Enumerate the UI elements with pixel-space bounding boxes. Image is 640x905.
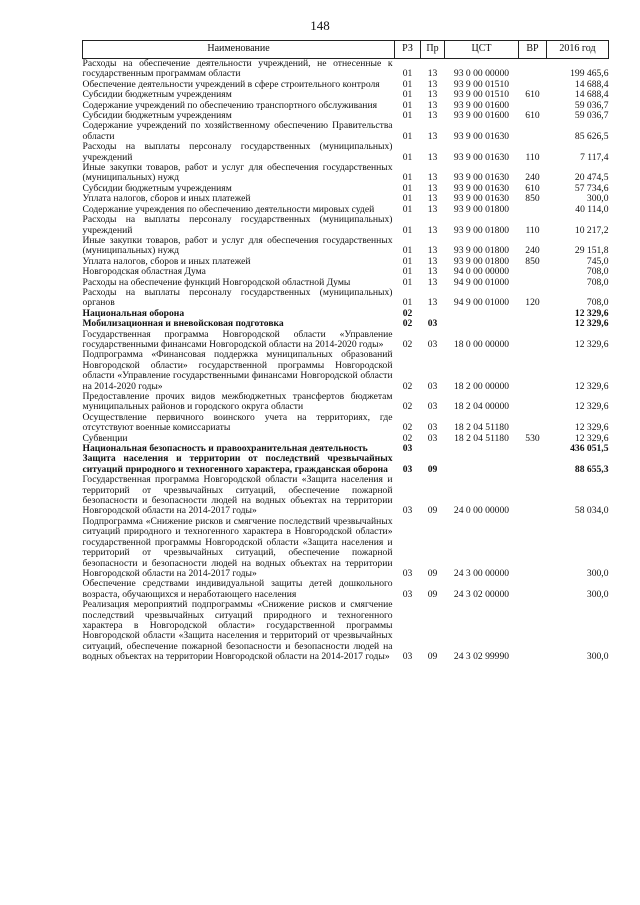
cell-amount: 40 114,0 [575, 203, 609, 215]
cell-amount: 300,0 [586, 193, 609, 205]
cell-rz: 01 [402, 255, 413, 267]
cell-name: Предоставление прочих видов межбюджетных трансфертов бюджетам муниципальных районов и городского округа области [82, 391, 393, 413]
cell-pr: 13 [427, 99, 438, 111]
cell-cst: 93 9 00 01510 [453, 89, 510, 101]
cell-name: Субсидии бюджетным учреждениям [82, 110, 232, 122]
table-row [83, 475, 609, 517]
cell-rz: 02 [402, 422, 413, 434]
page-number: 148 [310, 18, 330, 33]
cell-name: Субсидии бюджетным учреждениям [82, 89, 232, 101]
cell-cst: 18 2 00 00000 [453, 380, 510, 392]
cell-vr [519, 454, 547, 475]
cell-rz: 01 [402, 266, 413, 278]
cell-amount: 12 329,6 [574, 432, 609, 444]
cell-pr: 03 [427, 422, 438, 434]
cell-cst: 94 9 00 01000 [453, 297, 510, 309]
cell-vr [519, 350, 547, 392]
cell-vr [519, 330, 547, 351]
cell-amount: 708,0 [586, 276, 609, 288]
table-row [83, 392, 609, 413]
cell-rz: 01 [402, 276, 413, 288]
header-vr: ВР [519, 41, 547, 59]
table-row [83, 121, 609, 142]
cell-vr: 530 [525, 432, 540, 444]
cell-name: Подпрограмма «Снижение рисков и смягчение последствий чрезвычайных ситуаций природного и техногенного характера в Новгородской области» государственной программы Новгородской области «Защита населения и территорий от чрезвычайных ситуаций, обеспечение пожарной безопасности и безопасности людей на водных объектах на территории Новгородской области на 2014-2017 годы» [82, 515, 393, 579]
cell-vr: 120 [525, 297, 540, 309]
cell-name: Национальная безопасность и правоохранительная деятельность [82, 443, 368, 455]
cell-amount: 20 474,5 [574, 172, 609, 184]
cell-vr [519, 413, 547, 434]
cell-rz: 01 [402, 68, 413, 80]
cell-pr: 13 [427, 276, 438, 288]
cell-name: Защита населения и территории от последствий чрезвычайных ситуаций природного и техногенного характера, гражданская оборона [82, 453, 393, 475]
cell-pr: 13 [427, 110, 438, 122]
table-row [83, 330, 609, 351]
cell-amount: 12 329,6 [574, 422, 609, 434]
cell-name: Обеспечение деятельности учреждений в сфере строительного контроля [82, 78, 380, 90]
cell-pr: 09 [427, 463, 438, 475]
cell-rz: 02 [402, 432, 413, 444]
cell-cst: 93 9 00 01800 [453, 224, 510, 236]
cell-pr: 13 [427, 245, 438, 257]
cell-pr: 13 [427, 172, 438, 184]
cell-cst: 93 9 00 01600 [453, 99, 510, 111]
header-year: 2016 год [547, 41, 609, 59]
cell-name: Содержание учреждений по хозяйственному обеспечению Правительства области [82, 120, 393, 142]
cell-cst: 24 0 00 00000 [453, 505, 510, 517]
cell-name: Расходы на обеспечение функций Новгородской областной Думы [82, 276, 351, 288]
cell-cst: 93 9 00 01630 [453, 130, 510, 142]
cell-pr: 13 [427, 68, 438, 80]
cell-rz: 01 [402, 224, 413, 236]
cell-name: Осуществление первичного воинского учета на территориях, где отсутствуют военные комиссариаты [82, 411, 393, 434]
cell-amount: 58 034,0 [574, 505, 609, 517]
header-cst: ЦСТ [445, 41, 519, 59]
cell-name: Иные закупки товаров, работ и услуг для обеспечения государственных (муниципальных) нужд [82, 162, 393, 184]
cell-rz: 03 [402, 463, 413, 475]
header-pr: Пр [421, 41, 445, 59]
cell-name: Государственная программа Новгородской области «Защита населения и территорий от чрезвычайных ситуаций, обеспечение пожарной безопасности и безопасности людей на водных объектах на территории Новгородской области на 2014-2017 годы» [82, 474, 393, 517]
table-row [83, 236, 609, 257]
cell-pr: 13 [427, 255, 438, 267]
cell-vr [519, 121, 547, 142]
cell-amount: 199 465,6 [570, 68, 609, 80]
cell-pr: 13 [427, 224, 438, 236]
cell-vr [519, 392, 547, 413]
cell-cst: 24 3 02 00000 [453, 588, 510, 600]
cell-pr: 03 [427, 432, 438, 444]
cell-amount: 300,0 [586, 567, 609, 579]
table-row [83, 267, 609, 277]
cell-cst: 93 9 00 01630 [453, 193, 510, 205]
cell-pr: 03 [427, 401, 438, 413]
cell-cst: 94 0 00 00000 [453, 266, 510, 278]
cell-amount: 300,0 [586, 651, 609, 663]
cell-name: Национальная оборона [82, 307, 185, 319]
cell-cst: 18 2 04 51180 [454, 422, 509, 434]
cell-amount: 436 051,5 [570, 443, 609, 455]
cell-pr: 13 [427, 297, 438, 309]
cell-rz: 01 [402, 89, 413, 101]
cell-rz: 02 [402, 380, 413, 392]
cell-pr: 13 [427, 151, 438, 163]
cell-cst [445, 319, 519, 329]
cell-rz: 03 [402, 443, 413, 455]
cell-amount: 12 329,6 [574, 307, 609, 319]
cell-cst: 93 9 00 01630 [453, 172, 510, 184]
cell-rz: 01 [402, 297, 413, 309]
table-row [83, 579, 609, 600]
cell-rz: 02 [402, 401, 413, 413]
header-name: Наименование [83, 41, 395, 59]
cell-cst: 24 3 02 99990 [453, 651, 510, 663]
cell-name: Уплата налогов, сборов и иных платежей [82, 255, 251, 267]
cell-amount: 88 655,3 [574, 463, 609, 475]
cell-name: Расходы на выплаты персоналу государственных (муниципальных) учреждений [82, 214, 393, 236]
cell-rz: 01 [402, 151, 413, 163]
cell-vr: 240 [525, 245, 540, 257]
cell-cst: 18 2 04 00000 [453, 401, 510, 413]
cell-cst: 18 2 04 51180 [454, 432, 509, 444]
table-row [83, 163, 609, 184]
cell-pr [421, 444, 445, 454]
cell-vr [519, 278, 547, 288]
cell-cst [445, 444, 519, 454]
cell-vr [519, 309, 547, 319]
cell-pr: 03 [427, 380, 438, 392]
cell-amount: 745,0 [586, 255, 609, 267]
table-row [83, 142, 609, 163]
cell-pr: 09 [427, 588, 438, 600]
table-header-row [83, 41, 609, 59]
cell-rz: 01 [402, 245, 413, 257]
cell-name: Государственная программа Новгородской области «Управление государственными финансами Новгородской области на 2014-2020 годы» [82, 328, 393, 350]
cell-rz: 02 [402, 307, 413, 319]
cell-rz: 01 [402, 193, 413, 205]
table-row [83, 350, 609, 392]
cell-pr: 13 [427, 89, 438, 101]
cell-rz: 02 [402, 338, 413, 350]
cell-name: Иные закупки товаров, работ и услуг для обеспечения государственных (муниципальных) нужд [82, 234, 393, 257]
cell-vr: 240 [525, 172, 540, 184]
cell-name: Расходы на обеспечение деятельности учреждений, не отнесенные к государственным программам области [82, 58, 393, 80]
cell-name: Обеспечение средствами индивидуальной защиты детей дошкольного возраста, обучающихся и неработающего населения [82, 578, 393, 600]
table-body [83, 59, 609, 663]
cell-vr [519, 205, 547, 215]
cell-rz: 01 [402, 99, 413, 111]
cell-vr: 610 [525, 110, 540, 122]
table-row [83, 600, 609, 662]
cell-vr: 850 [525, 255, 540, 267]
cell-vr: 610 [525, 89, 540, 101]
cell-vr [519, 319, 547, 329]
table-row [83, 413, 609, 434]
cell-cst: 93 9 00 01600 [453, 110, 510, 122]
cell-amount: 14 688,4 [574, 78, 609, 90]
header-rz: РЗ [395, 41, 421, 59]
cell-cst: 24 3 00 00000 [453, 567, 510, 579]
cell-rz: 03 [402, 588, 413, 600]
cell-vr: 850 [525, 193, 540, 205]
cell-pr: 13 [427, 266, 438, 278]
cell-name: Содержание учреждения по обеспечению деятельности мировых судей [82, 203, 375, 215]
cell-amount: 59 036,7 [574, 110, 609, 122]
cell-vr [519, 444, 547, 454]
cell-pr: 03 [427, 338, 438, 350]
cell-cst: 93 9 00 01800 [453, 203, 510, 215]
cell-vr [519, 475, 547, 517]
cell-amount: 12 329,6 [574, 380, 609, 392]
cell-name: Расходы на выплаты персоналу государственных (муниципальных) органов [82, 286, 393, 309]
cell-cst: 93 9 00 01800 [453, 255, 510, 267]
table-row [83, 319, 609, 329]
cell-amount: 57 734,6 [574, 182, 609, 194]
table-row [83, 215, 609, 236]
cell-cst: 18 0 00 00000 [453, 338, 510, 350]
table-row [83, 517, 609, 579]
cell-amount: 59 036,7 [574, 99, 609, 111]
cell-rz: 03 [402, 651, 413, 663]
cell-rz: 01 [402, 130, 413, 142]
cell-amount: 12 329,6 [574, 338, 609, 350]
cell-name: Субвенции [82, 432, 128, 444]
cell-cst: 94 9 00 01000 [453, 276, 510, 288]
cell-name: Мобилизационная и вневойсковая подготовка [82, 318, 284, 330]
cell-rz: 02 [402, 318, 413, 330]
cell-vr [519, 267, 547, 277]
cell-name: Подпрограмма «Финансовая поддержка муниципальных образований Новгородской области» государственной программы Новгородской области «Управление государственными финансами Новгородской области на 2014-2020 годы» [82, 349, 393, 392]
cell-name: Содержание учреждений по обеспечению транспортного обслуживания [82, 99, 377, 111]
cell-vr: 110 [525, 151, 540, 163]
cell-cst: 93 0 00 00000 [453, 68, 510, 80]
cell-rz: 03 [402, 505, 413, 517]
cell-cst [445, 454, 519, 475]
cell-amount: 300,0 [586, 588, 609, 600]
cell-pr: 13 [427, 78, 438, 90]
cell-amount: 7 117,4 [580, 151, 609, 163]
cell-amount: 29 151,8 [574, 245, 609, 257]
cell-pr: 03 [427, 318, 438, 330]
cell-amount: 708,0 [586, 297, 609, 309]
cell-name: Реализация мероприятий подпрограммы «Снижение рисков и смягчение последствий чрезвычайных ситуаций природного и техногенного характера в Новгородской области» государственной программы Новгородской области «Защита населения и территорий от чрезвычайных ситуаций, обеспечение пожарной безопасности и безопасности людей на водных объектах на территории Новгородской области на 2014-2017 годы» [82, 599, 393, 663]
cell-cst: 93 9 00 01800 [453, 245, 510, 257]
cell-amount: 12 329,6 [574, 318, 609, 330]
cell-pr: 09 [427, 567, 438, 579]
table-row [83, 288, 609, 309]
cell-name: Расходы на выплаты персоналу государственных (муниципальных) учреждений [82, 141, 393, 163]
cell-amount: 10 217,2 [574, 224, 609, 236]
cell-vr: 610 [525, 182, 540, 194]
cell-rz: 01 [402, 78, 413, 90]
cell-rz: 01 [402, 110, 413, 122]
cell-pr: 09 [427, 651, 438, 663]
cell-cst [445, 309, 519, 319]
table-row [83, 454, 609, 475]
cell-pr: 13 [427, 130, 438, 142]
cell-pr: 13 [427, 203, 438, 215]
table-row [83, 59, 609, 80]
cell-pr: 09 [427, 505, 438, 517]
cell-vr [519, 517, 547, 579]
cell-rz: 01 [402, 182, 413, 194]
cell-cst: 93 9 00 01510 [453, 78, 510, 90]
cell-rz: 01 [402, 203, 413, 215]
cell-vr [519, 600, 547, 662]
cell-cst: 93 9 00 01630 [453, 182, 510, 194]
cell-cst: 93 9 00 01630 [453, 151, 510, 163]
cell-vr [519, 59, 547, 80]
cell-pr: 13 [427, 193, 438, 205]
cell-rz: 01 [402, 172, 413, 184]
cell-name: Субсидии бюджетным учреждениям [82, 182, 232, 194]
cell-pr: 13 [427, 182, 438, 194]
cell-amount: 708,0 [586, 266, 609, 278]
cell-amount: 14 688,4 [574, 89, 609, 101]
cell-amount: 12 329,6 [574, 401, 609, 413]
cell-vr [519, 579, 547, 600]
cell-name: Новгородская областная Дума [82, 266, 206, 278]
cell-vr: 110 [525, 224, 540, 236]
cell-name: Уплата налогов, сборов и иных платежей [82, 193, 251, 205]
cell-amount: 85 626,5 [574, 130, 609, 142]
budget-table [82, 40, 609, 663]
cell-rz: 03 [402, 567, 413, 579]
